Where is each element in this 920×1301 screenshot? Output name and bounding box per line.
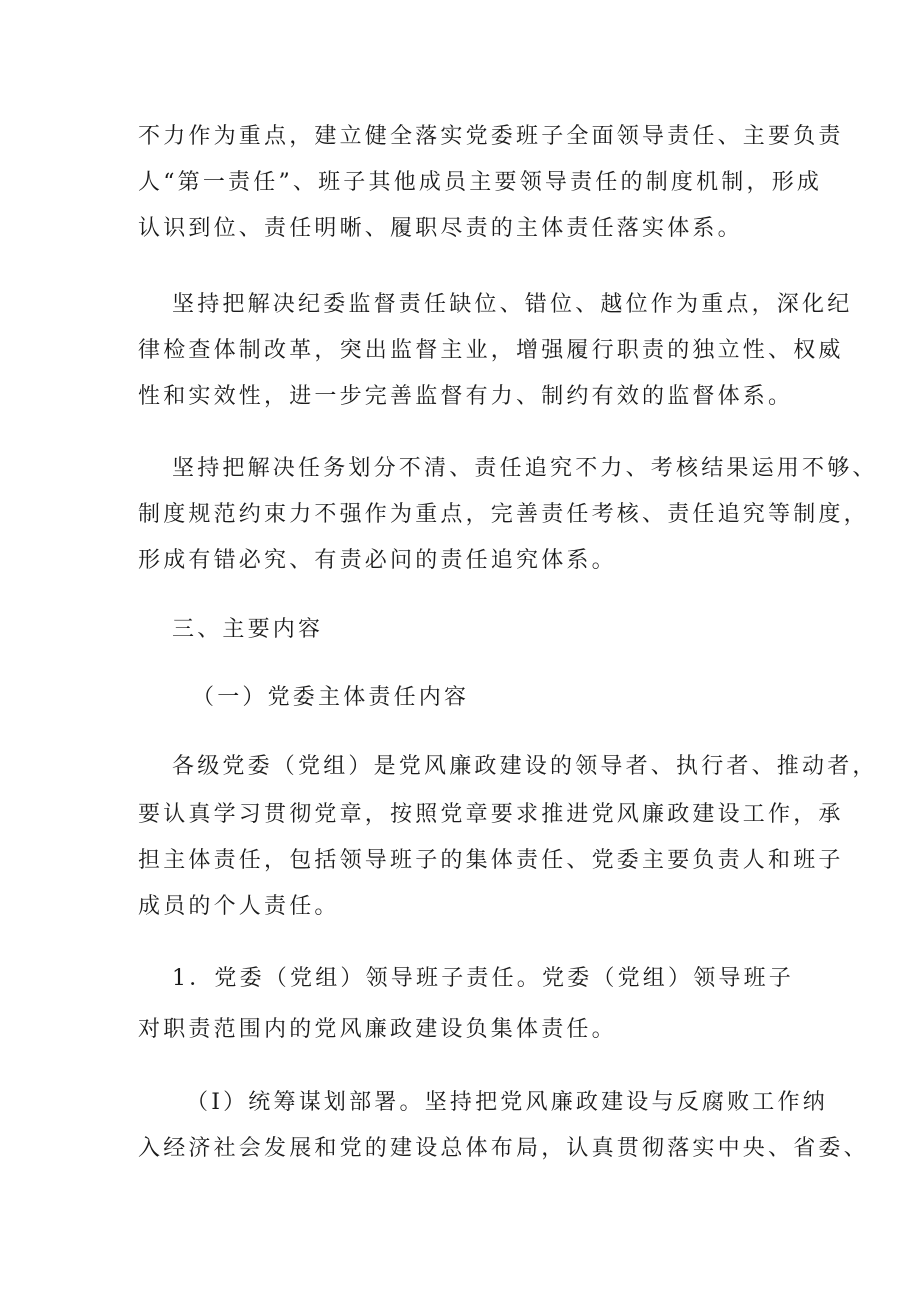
- paragraph-3-line-1: 坚持把解决任务划分不清、责任追究不力、考核结果运用不够、: [172, 456, 878, 481]
- paragraph-3-line-3: 形成有错必究、有责必问的责任追究体系。: [138, 548, 617, 573]
- paragraph-2-line-2: 律检查体制改革，突出监督主业，增强履行职责的独立性、权威: [138, 338, 844, 363]
- paragraph-5-line-1: 1．党委（党组）领导班子责任。党委（党组）领导班子: [172, 966, 794, 991]
- paragraph-4-line-3: 担主体责任，包括领导班子的集体责任、党委主要负责人和班子: [138, 848, 844, 873]
- paragraph-1-line-3: 认识到位、责任明晰、履职尽责的主体责任落实体系。: [138, 216, 743, 241]
- paragraph-4-line-2: 要认真学习贯彻党章，按照党章要求推进党风廉政建设工作，承: [138, 802, 844, 827]
- paragraph-3-line-2: 制度规范约束力不强作为重点，完善责任考核、责任追究等制度，: [138, 502, 869, 527]
- paragraph-5-line-2: 对职责范围内的党风廉政建设负集体责任。: [138, 1017, 617, 1042]
- paragraph-1-line-2: 人“第一责任”、班子其他成员主要领导责任的制度机制，形成: [138, 170, 823, 195]
- paragraph-4-line-4: 成员的个人责任。: [138, 894, 340, 919]
- subsection-heading: （一）党委主体责任内容: [192, 685, 470, 710]
- paragraph-6-line-1: （I）统筹谋划部署。坚持把党风廉政建设与反腐败工作纳: [186, 1090, 828, 1115]
- paragraph-2-line-3: 性和实效性，进一步完善监督有力、制约有效的监督体系。: [138, 384, 794, 409]
- paragraph-2-line-1: 坚持把解决纪委监督责任缺位、错位、越位作为重点，深化纪: [172, 292, 853, 317]
- paragraph-4-line-1: 各级党委（党组）是党风廉政建设的领导者、执行者、推动者，: [172, 754, 878, 779]
- paragraph-1-line-1: 不力作为重点，建立健全落实党委班子全面领导责任、主要负责: [138, 124, 844, 149]
- paragraph-6-line-2: 入经济社会发展和党的建设总体布局，认真贯彻落实中央、省委、: [138, 1136, 869, 1161]
- section-heading: 三、主要内容: [172, 617, 324, 642]
